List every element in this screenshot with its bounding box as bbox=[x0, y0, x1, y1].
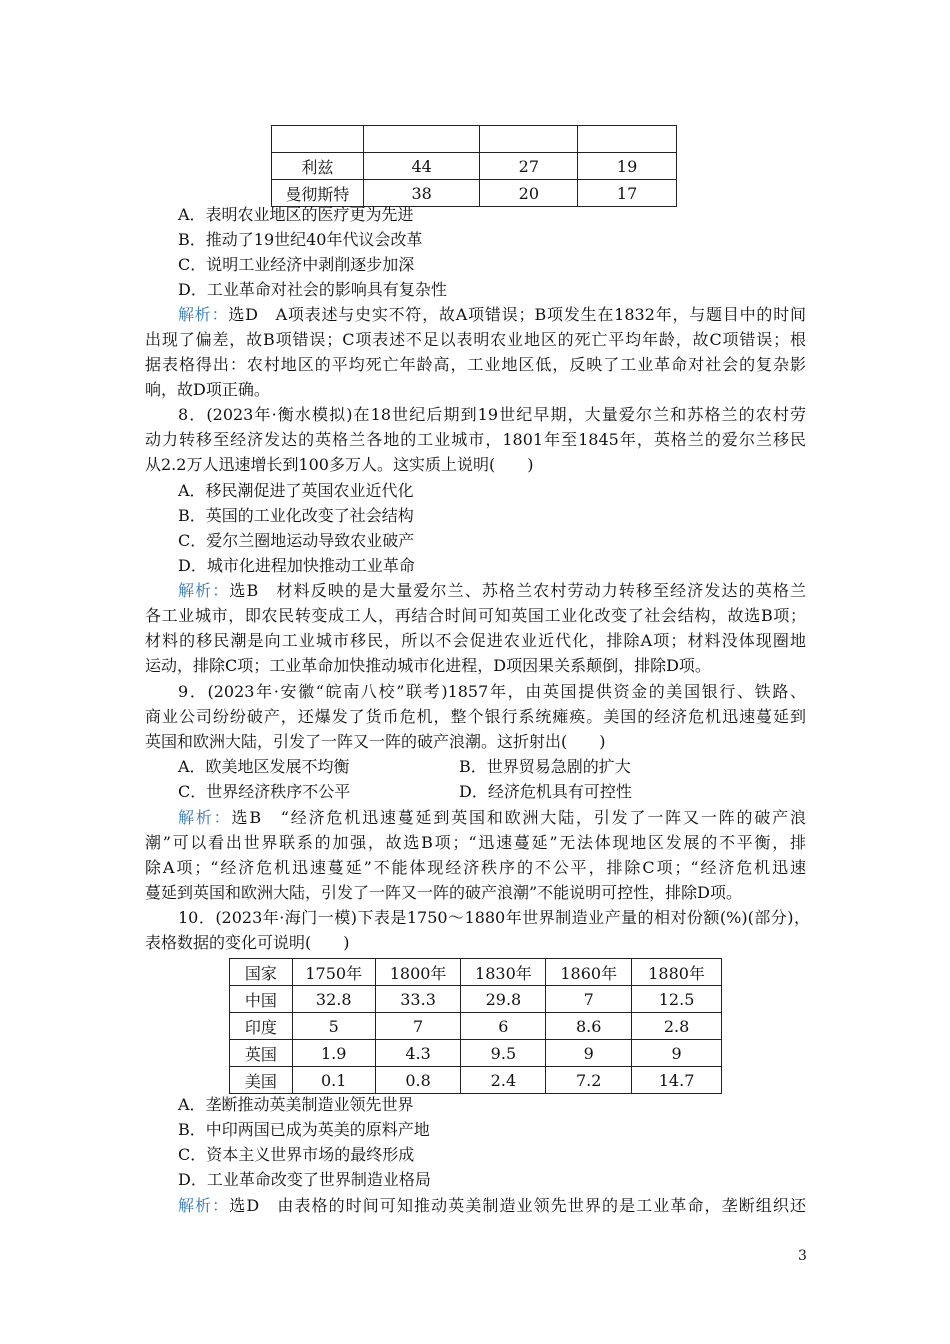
column-header: 1830年 bbox=[461, 959, 546, 986]
q7-analysis-line: 据表格得出：农村地区的平均死亡年龄高，工业地区低，反映了工业革命对社会的复杂影 bbox=[145, 355, 806, 374]
table-cell: 12.5 bbox=[632, 986, 722, 1013]
manufacturing-share-table bbox=[229, 958, 722, 1094]
table-cell: 9.5 bbox=[461, 1040, 546, 1067]
q9-option-d: D．经济危机具有可控性 bbox=[459, 782, 632, 801]
q10-option-b: B．中印两国已成为英美的原料产地 bbox=[178, 1120, 430, 1139]
q9-analysis-line: 解析：选B “经济危机迅速蔓延到英国和欧洲大陆，引发了一阵又一阵的破产浪 bbox=[178, 808, 806, 827]
table-cell: 17 bbox=[578, 180, 677, 207]
q7-option-a: A．表明农业地区的医疗更为先进 bbox=[178, 205, 414, 224]
q8-stem-line: 从2.2万人迅速增长到100多万人。这实质上说明( ) bbox=[145, 455, 534, 474]
table-cell: 20 bbox=[480, 180, 578, 207]
table-header-row bbox=[230, 959, 722, 986]
table-cell: 0.1 bbox=[292, 1067, 375, 1094]
table-cell: 5 bbox=[292, 1013, 375, 1040]
q9-option-b: B．世界贸易急剧的扩大 bbox=[459, 757, 631, 776]
q10-analysis-line: 解析：选D 由表格的时间可知推动英美制造业领先世界的是工业革命，垄断组织还 bbox=[178, 1196, 806, 1215]
table-cell: 29.8 bbox=[461, 986, 546, 1013]
q10-option-c: C．资本主义世界市场的最终形成 bbox=[178, 1145, 415, 1164]
table-cell: 2.8 bbox=[632, 1013, 722, 1040]
q8-analysis-line: 解析：选B 材料反映的是大量爱尔兰、苏格兰农村劳动力转移至经济发达的英格兰 bbox=[178, 581, 806, 600]
table-row bbox=[230, 1013, 722, 1040]
q10-stem-line: 表格数据的变化可说明( ) bbox=[145, 933, 350, 952]
q9-stem-line: 9．(2023年·安徽“皖南八校”联考)1857年，由英国提供资金的美国银行、铁路、 bbox=[178, 682, 806, 701]
q10-option-d: D．工业革命改变了世界制造业格局 bbox=[178, 1170, 431, 1189]
column-header: 国家 bbox=[230, 959, 293, 986]
table-cell: 32.8 bbox=[292, 986, 375, 1013]
q8-stem-line: 8．(2023年·衡水模拟)在18世纪后期到19世纪早期，大量爱尔兰和苏格兰的农村劳 bbox=[178, 405, 806, 424]
q9-option-c: C．世界经济秩序不公平 bbox=[178, 782, 351, 801]
q9-option-a: A．欧美地区发展不均衡 bbox=[178, 757, 350, 776]
q9-stem-line: 商业公司纷纷破产，还爆发了货币危机，整个银行系统瘫痪。美国的经济危机迅速蔓延到 bbox=[145, 707, 806, 726]
q9-analysis-line: 潮”可以看出世界联系的加强，故选B项；“迅速蔓延”无法体现地区发展的不平衡，排 bbox=[145, 833, 806, 852]
q8-option-d: D．城市化进程加快推动工业革命 bbox=[178, 556, 415, 575]
table-cell: 7 bbox=[375, 1013, 461, 1040]
top-table bbox=[271, 125, 677, 207]
table-cell: 中国 bbox=[230, 986, 293, 1013]
table-cell: 1.9 bbox=[292, 1040, 375, 1067]
table-cell: 19 bbox=[578, 153, 677, 180]
table-cell: 7 bbox=[546, 986, 632, 1013]
q8-analysis-line: 各工业城市，即农民转变成工人，再结合时间可知英国工业化改变了社会结构，故选B项； bbox=[145, 606, 806, 625]
table-cell: 27 bbox=[480, 153, 578, 180]
table-cell: 利兹 bbox=[272, 153, 364, 180]
table-row bbox=[230, 986, 722, 1013]
q8-analysis-line: 材料的移民潮是向工业城市移民，所以不会促进农业近代化，排除A项；材料没体现圈地 bbox=[145, 631, 806, 650]
table-cell: 44 bbox=[363, 153, 480, 180]
table-cell: 4.3 bbox=[375, 1040, 461, 1067]
column-header: 1800年 bbox=[375, 959, 461, 986]
table-cell: 印度 bbox=[230, 1013, 293, 1040]
table-row bbox=[230, 1040, 722, 1067]
analysis-label: 解析： bbox=[178, 305, 229, 324]
analysis-label: 解析： bbox=[178, 581, 230, 600]
table-row bbox=[230, 1067, 722, 1094]
table-cell: 6 bbox=[461, 1013, 546, 1040]
q8-stem-line: 动力转移至经济发达的英格兰各地的工业城市，1801年至1845年，英格兰的爱尔兰移民 bbox=[145, 430, 806, 449]
analysis-label: 解析： bbox=[178, 1196, 230, 1215]
q9-analysis-line: 蔓延到英国和欧洲大陆，引发了一阵又一阵的破产浪潮”不能说明可控性，排除D项。 bbox=[145, 883, 743, 902]
q9-analysis-line: 除A项；“经济危机迅速蔓延”不能体现经济秩序的不公平，排除C项；“经济危机迅速 bbox=[145, 858, 806, 877]
q10-stem-line: 10．(2023年·海门一模)下表是1750～1880年世界制造业产量的相对份额(%)(部分)， bbox=[178, 908, 810, 927]
q8-option-c: C．爱尔兰圈地运动导致农业破产 bbox=[178, 531, 415, 550]
q7-option-d: D．工业革命对社会的影响具有复杂性 bbox=[178, 280, 447, 299]
table-cell: 33.3 bbox=[375, 986, 461, 1013]
column-header: 1880年 bbox=[632, 959, 722, 986]
q7-option-b: B．推动了19世纪40年代议会改革 bbox=[178, 230, 423, 249]
column-header: 1750年 bbox=[292, 959, 375, 986]
q9-stem-line: 英国和欧洲大陆，引发了一阵又一阵的破产浪潮。这折射出( ) bbox=[145, 732, 606, 751]
column-header: 1860年 bbox=[546, 959, 632, 986]
q10-option-a: A．垄断推动英美制造业领先世界 bbox=[178, 1095, 414, 1114]
table-row bbox=[272, 153, 677, 180]
table-cell: 2.4 bbox=[461, 1067, 546, 1094]
table-cell: 7.2 bbox=[546, 1067, 632, 1094]
table-cell: 美国 bbox=[230, 1067, 293, 1094]
q7-option-c: C．说明工业经济中剥削逐步加深 bbox=[178, 255, 415, 274]
table-cell: 英国 bbox=[230, 1040, 293, 1067]
q8-option-a: A．移民潮促进了英国农业近代化 bbox=[178, 481, 414, 500]
analysis-label: 解析： bbox=[178, 808, 232, 827]
table-cell: 14.7 bbox=[632, 1067, 722, 1094]
q7-analysis-line: 出现了偏差，故B项错误；C项表述不足以表明农业地区的死亡平均年龄，故C项错误；根 bbox=[145, 330, 806, 349]
table-row bbox=[272, 180, 677, 207]
table-cell: 9 bbox=[632, 1040, 722, 1067]
page-number: 3 bbox=[798, 1248, 807, 1264]
table-row bbox=[272, 126, 677, 153]
q7-analysis-line: 解析：选D A项表述与史实不符，故A项错误；B项发生在1832年，与题目中的时间 bbox=[178, 305, 806, 324]
table-cell: 曼彻斯特 bbox=[272, 180, 364, 207]
q8-option-b: B．英国的工业化改变了社会结构 bbox=[178, 506, 414, 525]
table-cell: 38 bbox=[363, 180, 480, 207]
table-cell: 9 bbox=[546, 1040, 632, 1067]
table-cell: 0.8 bbox=[375, 1067, 461, 1094]
table-cell: 8.6 bbox=[546, 1013, 632, 1040]
q8-analysis-line: 运动，排除C项；工业革命加快推动城市化进程，D项因果关系颠倒，排除D项。 bbox=[145, 656, 711, 675]
q7-analysis-line: 响，故D项正确。 bbox=[145, 380, 270, 399]
